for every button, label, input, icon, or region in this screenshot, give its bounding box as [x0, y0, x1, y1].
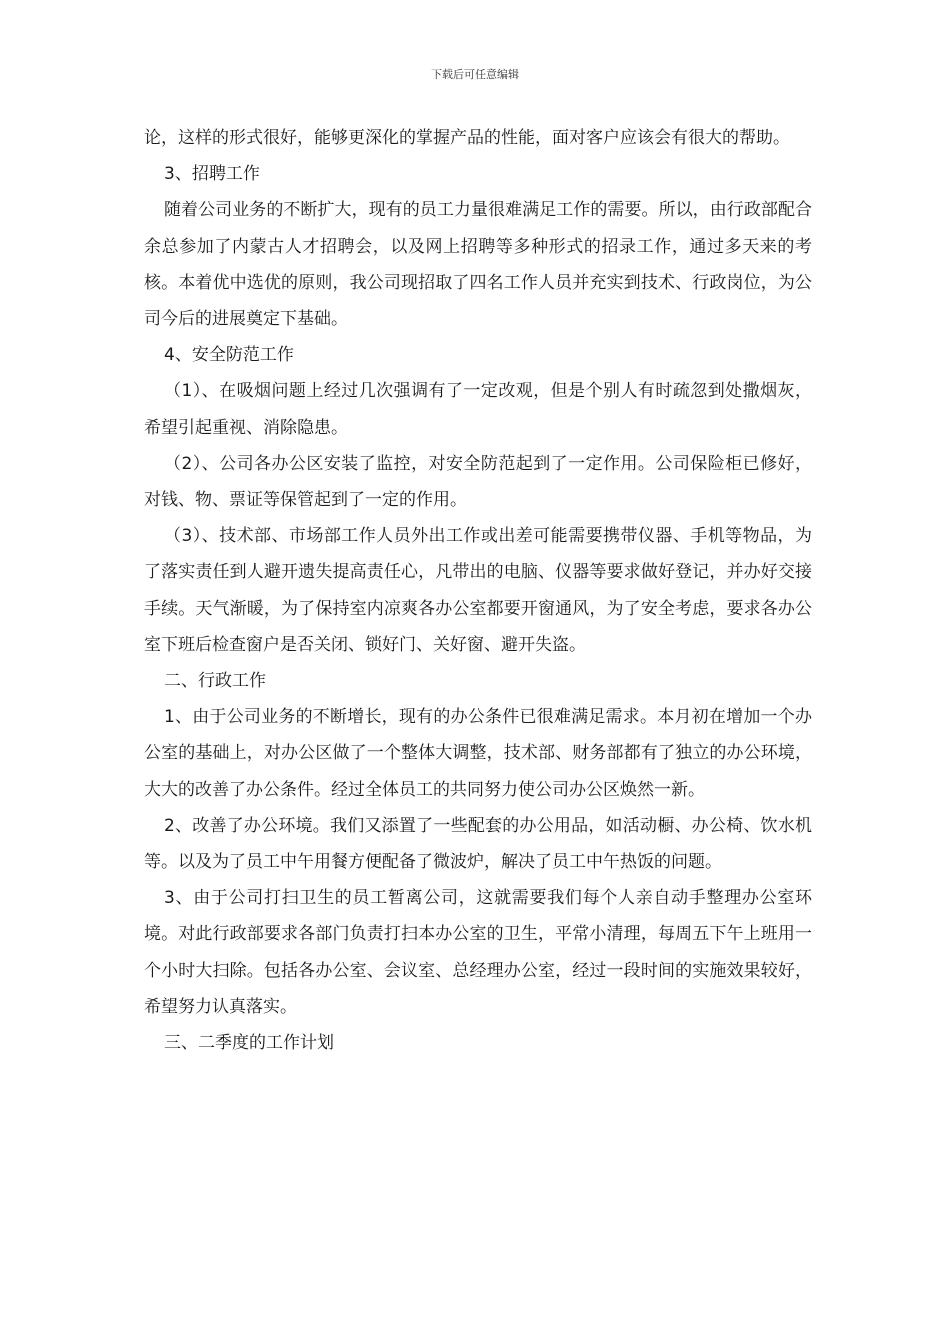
document-body	[144, 120, 812, 1061]
paragraph-admin-2: 2、改善了办公环境。我们又添置了一些配套的办公用品，如活动橱、办公椅、饮水机等。以及为了员工中午用餐方便配备了微波炉，解决了员工中午热饭的问题。	[144, 815, 812, 873]
paragraph-admin-1: 1、由于公司业务的不断增长，现有的办公条件已很难满足需求。本月初在增加一个办公室的基础上，对办公区做了一个整体大调整，技术部、财务部都有了独立的办公环境，大大的改善了办公条件。经过全体员工的共同努力使公司办公区焕然一新。	[144, 707, 812, 800]
paragraph-admin-3: 3、由于公司打扫卫生的员工暂离公司，这就需要我们每个人亲自动手整理办公室环境。对此行政部要求各部门负责打扫本办公室的卫生，平常小清理，每周五下午上班用一个小时大扫除。包括各办公室、会议室、总经理办公室，经过一段时间的实施效果较好，希望努力认真落实。	[144, 888, 812, 1017]
page-header: 下载后可任意编辑	[431, 68, 519, 81]
heading-admin-work: 二、行政工作	[164, 671, 266, 692]
paragraph-safety-2: （2）、公司各办公区安装了监控，对安全防范起到了一定作用。公司保险柜已修好，对钱、物、票证等保管起到了一定的作用。	[144, 453, 812, 511]
paragraph-safety-3: （3）、技术部、市场部工作人员外出工作或出差可能需要携带仪器、手机等物品，为了落实责任到人避开遗失提高责任心，凡带出的电脑、仪器等要求做好登记，并办好交接手续。天气渐暖，为了保持室内凉爽各办公室都要开窗通风，为了安全考虑，要求各办公室下班后检查窗户是否关闭、锁好门、关好窗、避开失盗。	[144, 526, 812, 655]
heading-recruitment: 3、招聘工作	[164, 164, 260, 185]
heading-q2-plan: 三、二季度的工作计划	[164, 1033, 334, 1054]
paragraph-recruitment: 随着公司业务的不断扩大，现有的员工力量很难满足工作的需要。所以，由行政部配合余总参加了内蒙古人才招聘会，以及网上招聘等多种形式的招录工作，通过多天来的考核。本着优中选优的原则，我公司现招取了四名工作人员并充实到技术、行政岗位，为公司今后的进展奠定下基础。	[144, 200, 812, 330]
paragraph-continuation: 论，这样的形式很好，能够更深化的掌握产品的性能，面对客户应该会有很大的帮助。	[144, 128, 790, 148]
paragraph-safety-1: （1）、在吸烟问题上经过几次强调有了一定改观，但是个别人有时疏忽到处撒烟灰，希望引起重视、消除隐患。	[144, 381, 812, 438]
heading-safety: 4、安全防范工作	[164, 345, 294, 366]
